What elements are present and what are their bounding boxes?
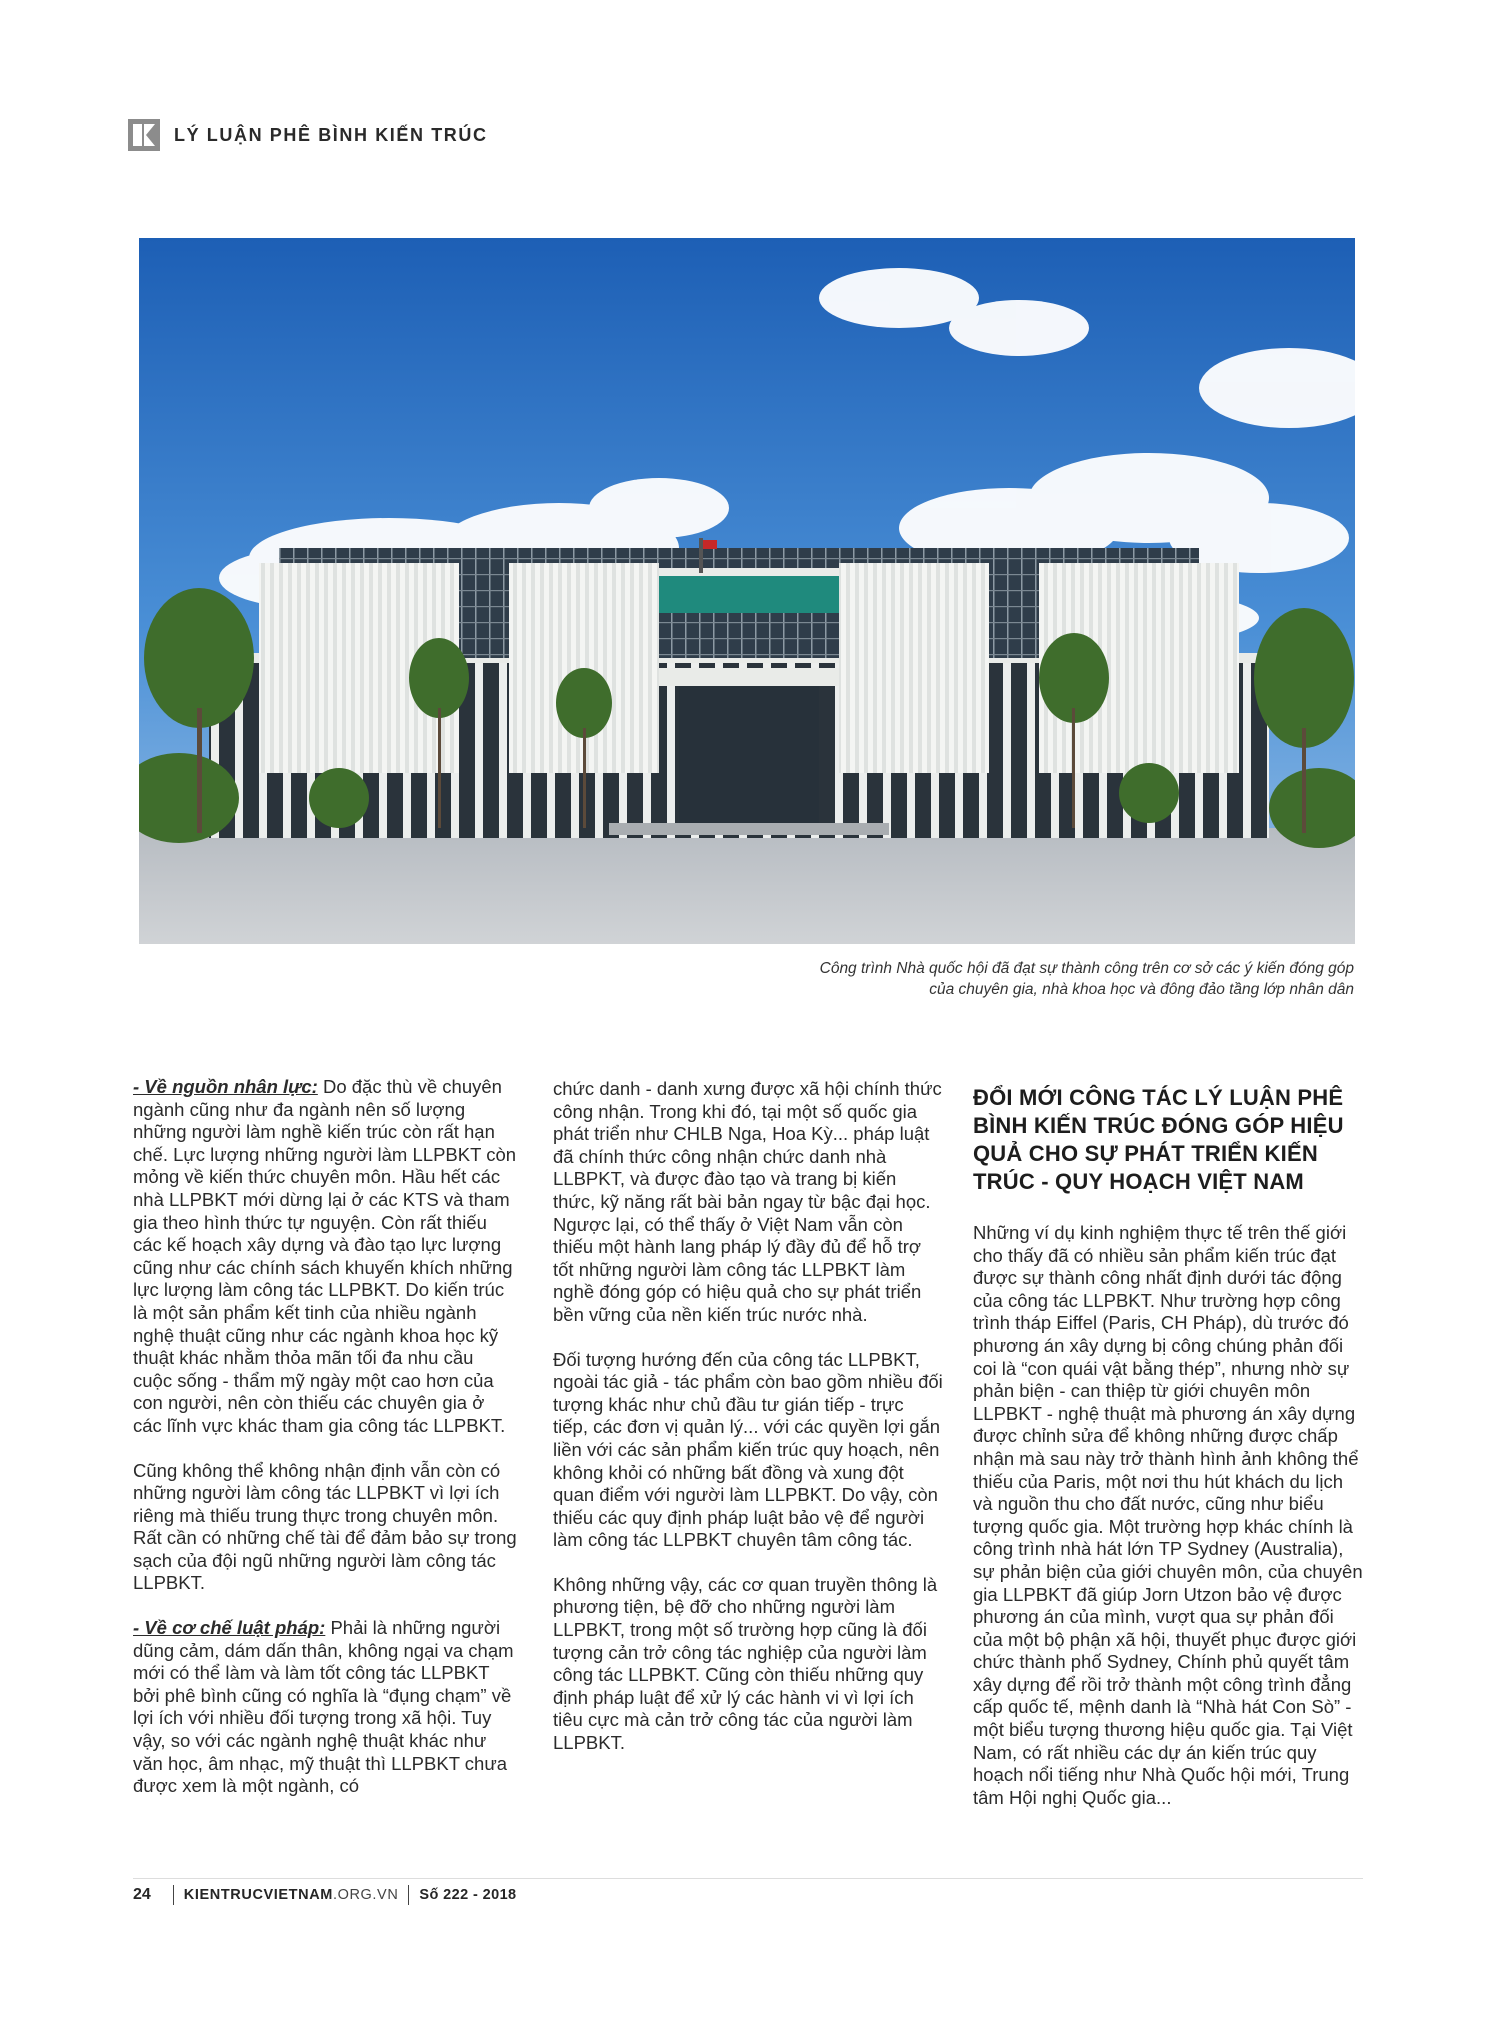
site-name: KIENTRUCVIETNAM (183, 1887, 333, 1903)
footer-separator (408, 1885, 409, 1905)
page-footer (133, 1884, 517, 1906)
paragraph: Không những vậy, các cơ quan truyền thông là phương tiện, bệ đỡ cho những người làm LLPBKT, trong một số trường hợp cũng là đối tượng cản trở công tác nghiệp của người làm công tác LLPBKT. Cũng còn thiếu những quy định pháp luật để xử lý các hành vi vì lợi ích tiêu cực mà cản trở công tác của người làm LLPBKT. (553, 1573, 938, 1754)
paragraph: chức danh - danh xưng được xã hội chính thức công nhận. Trong khi đó, tại một số quốc gia phát triển như CHLB Nga, Hoa Kỳ... pháp luật đã chính thức công nhận chức danh nhà LLBPKT, và được đào tạo và trang bị kiến thức, kỹ năng rất bài bản ngay từ bậc đại học. Ngược lại, có thể thấy ở Việt Nam vẫn còn thiếu một hành lang pháp lý đầy đủ để hỗ trợ tốt những người làm công tác LLPBKT làm nghề đóng góp có hiệu quả cho sự phát triển bền vững của nền kiến trúc nước nhà. (553, 1078, 942, 1325)
issue-number: Số 222 - 2018 (419, 1887, 517, 1903)
footer-separator (173, 1885, 174, 1905)
text-column-1 (133, 1076, 517, 1820)
text-column-2 (553, 1078, 943, 1777)
paragraph-text: Phải là những người dũng cảm, dám dấn thân, không ngại va chạm mới có thể làm và làm tốt công tác LLPBKT bởi phê bình cũng có nghĩa là “đụng chạm” về lợi ích với nhiều đối tượng trong xã hội. Tuy vậy, so với các ngành nghệ thuật khác như văn học, âm nhạc, mỹ thuật thì LLPBKT chưa được xem là một ngành, có (133, 1617, 514, 1797)
paragraph-text: Do đặc thù về chuyên ngành cũng như đa ngành nên số lượng những người làm nghề kiến trúc còn rất hạn chế. Lực lượng những người làm LLPBKT còn mỏng về kiến thức chuyên môn. Hầu hết các nhà LLPBKT mới dừng lại ở các KTS và tham gia theo hình thức tự nguyện. Còn rất thiếu các kế hoạch xây dựng và đào tạo lực lượng cũng như các chính sách khuyến khích những lực lượng làm công tác LLPBKT. Do kiến trúc là một sản phẩm kết tinh của nhiều ngành nghệ thuật cũng như các ngành khoa học kỹ thuật khác nhằm thỏa mãn tối đa nhu cầu cuộc sống - thẩm mỹ ngày một cao hơn của con người, nên còn thiếu các chuyên gia ở các lĩnh vực khác tham gia công tác LLPBKT. (133, 1076, 517, 1436)
page-header (128, 118, 488, 152)
caption-line-2: của chuyên gia, nhà khoa học và đông đảo tầng lớp nhân dân (929, 981, 1354, 998)
text-column-3 (973, 1084, 1363, 1831)
paragraph: Những ví dụ kinh nghiệm thực tế trên thế giới cho thấy đã có nhiều sản phẩm kiến trúc đạt được sự thành công nhất định dưới tác động của công tác LLPBKT. Như trường hợp công trình tháp Eiffel (Paris, CH Pháp), dù trước đó phương án xây dựng bị công chúng phản đối coi là “con quái vật bằng thép”, nhưng nhờ sự phản biện - can thiệp từ giới chuyên môn LLPBKT - nghệ thuật mà phương án xây dựng được chỉnh sửa để không những được chấp nhận mà sau này trở thành hình ảnh không thể thiếu của Paris, một nơi thu hút khách du lịch và nguồn thu cho đất nước, cũng như biểu tượng quốc gia. Một trường hợp khác chính là công trình nhà hát lớn TP Sydney (Australia), sự phản biện của giới chuyên môn, của chuyên gia LLPBKT đã giúp Jorn Utzon bảo vệ được phương án của mình, vượt qua sự phản đối của một bộ phận xã hội, thuyết phục được giới chức thành phố Sydney, Chính phủ quyết tâm xây dựng để rồi trở thành một công trình đẳng cấp quốc tế, mệnh danh là “Nhà hát Con Sò” - một biểu tượng thương hiệu quốc gia. Tại Việt Nam, có rất nhiều các dự án kiến trúc quy hoạch nổi tiếng như Nhà Quốc hội mới, Trung tâm Hội nghị Quốc gia... (973, 1222, 1363, 1808)
site-domain: .ORG.VN (332, 1887, 399, 1903)
paragraph: Đối tượng hướng đến của công tác LLPBKT, ngoài tác giả - tác phẩm còn bao gồm nhiều đối tượng khác như chủ đầu tư gián tiếp - trực tiếp, các đơn vị quản lý... với các quyền lợi gắn liền với các sản phẩm kiến trúc quy hoạch, nên không khỏi có những bất đồng và xung đột quan điểm với người làm LLPBKT. Do vậy, còn thiếu các quy định pháp luật bảo vệ để người làm công tác LLPBKT chuyên tâm công tác. (553, 1348, 943, 1551)
paragraph-legal-mechanism (133, 1617, 517, 1798)
paragraph-lead: - Về nguồn nhân lực: (133, 1076, 318, 1097)
paragraph-human-resources (133, 1076, 517, 1438)
caption-line-1: Công trình Nhà quốc hội đã đạt sự thành công trên cơ sở các ý kiến đóng góp (819, 960, 1354, 977)
photo-caption (654, 958, 1354, 1000)
section-title: LÝ LUẬN PHÊ BÌNH KIẾN TRÚC (174, 124, 488, 145)
building-photo (139, 238, 1355, 944)
paragraph-lead: - Về cơ chế luật pháp: (133, 1617, 326, 1639)
footer-divider (133, 1878, 1363, 1879)
page-number: 24 (133, 1886, 151, 1903)
section-heading: ĐỔI MỚI CÔNG TÁC LÝ LUẬN PHÊ BÌNH KIẾN TRÚC ĐÓNG GÓP HIỆU QUẢ CHO SỰ PHÁT TRIỂN KIẾN TRÚC - QUY HOẠCH VIỆT NAM (973, 1085, 1344, 1194)
paragraph: Cũng không thể không nhận định vẫn còn có những người làm công tác LLPBKT vì lợi ích riêng mà thiếu trung thực trong chuyên môn. Rất cần có những chế tài để đảm bảo sự trong sạch của đội ngũ những người làm công tác LLPBKT. (133, 1459, 517, 1594)
kt-logo-icon (128, 119, 160, 151)
